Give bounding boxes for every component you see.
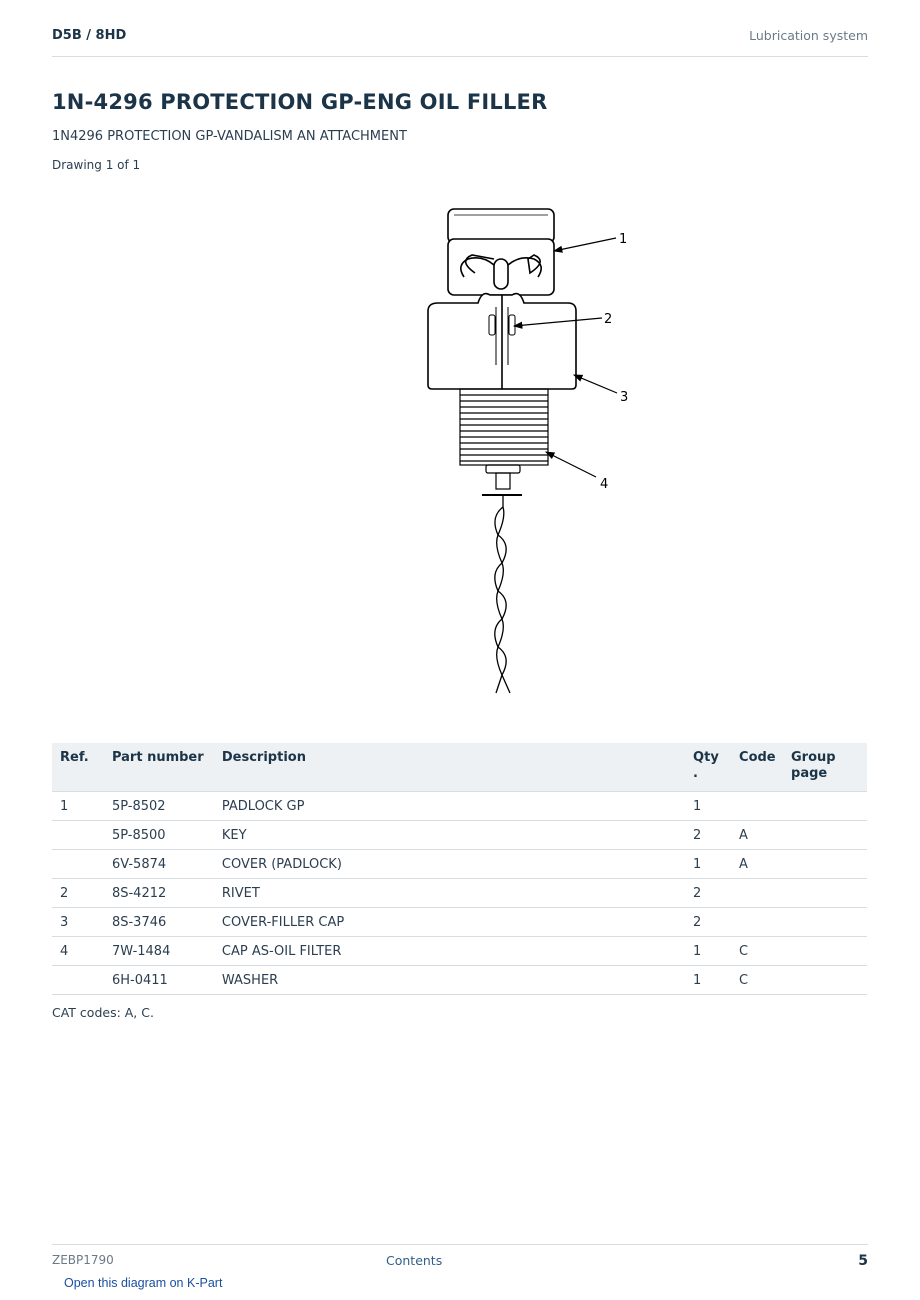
callout-3: 3 xyxy=(620,390,629,405)
table-row xyxy=(52,850,867,879)
padlock-drawing xyxy=(448,209,554,295)
cell-ref: 1 xyxy=(52,792,104,821)
cell-part-number: 6H-0411 xyxy=(104,966,214,995)
cell-part-number: 5P-8500 xyxy=(104,821,214,850)
document-id: ZEBP1790 xyxy=(52,1253,114,1267)
cell-description: KEY xyxy=(214,821,685,850)
col-group-page: Group page xyxy=(783,743,867,792)
page-subtitle: 1N4296 PROTECTION GP-VANDALISM AN ATTACHMENT xyxy=(52,129,407,144)
cell-group-page xyxy=(783,908,867,937)
model-label: D5B / 8HD xyxy=(52,28,127,43)
table-header-row xyxy=(52,743,867,792)
cell-description: WASHER xyxy=(214,966,685,995)
cell-group-page xyxy=(783,850,867,879)
cell-group-page xyxy=(783,879,867,908)
cell-part-number: 5P-8502 xyxy=(104,792,214,821)
cell-qty: 2 xyxy=(685,879,731,908)
cell-part-number: 6V-5874 xyxy=(104,850,214,879)
drawing-count: Drawing 1 of 1 xyxy=(52,158,141,172)
table-row xyxy=(52,879,867,908)
table-row xyxy=(52,821,867,850)
cell-code: A xyxy=(731,821,783,850)
cell-part-number: 8S-4212 xyxy=(104,879,214,908)
cell-description: CAP AS-OIL FILTER xyxy=(214,937,685,966)
table-row xyxy=(52,908,867,937)
cell-qty: 1 xyxy=(685,966,731,995)
cell-description: PADLOCK GP xyxy=(214,792,685,821)
callout-2: 2 xyxy=(604,312,613,327)
cell-group-page xyxy=(783,937,867,966)
kpart-link[interactable]: Open this diagram on K-Part xyxy=(64,1276,223,1290)
col-code: Code xyxy=(731,743,783,792)
cell-code: A xyxy=(731,850,783,879)
cell-group-page xyxy=(783,966,867,995)
page-footer xyxy=(52,1244,868,1275)
callout-4: 4 xyxy=(600,477,609,492)
cell-description: COVER (PADLOCK) xyxy=(214,850,685,879)
table-row xyxy=(52,966,867,995)
callout-1: 1 xyxy=(619,232,628,247)
col-ref: Ref. xyxy=(52,743,104,792)
cell-description: COVER-FILLER CAP xyxy=(214,908,685,937)
cell-ref xyxy=(52,966,104,995)
cell-code xyxy=(731,908,783,937)
col-part-number: Part number xyxy=(104,743,214,792)
cat-codes-note: CAT codes: A, C. xyxy=(52,1005,154,1020)
cell-description: RIVET xyxy=(214,879,685,908)
cell-code xyxy=(731,879,783,908)
cell-ref: 4 xyxy=(52,937,104,966)
cell-ref xyxy=(52,850,104,879)
page-number: 5 xyxy=(858,1253,868,1269)
chain-drawing xyxy=(495,495,510,693)
table-row xyxy=(52,937,867,966)
parts-diagram xyxy=(250,195,670,705)
threaded-cap-drawing xyxy=(460,389,548,495)
cell-code: C xyxy=(731,966,783,995)
cell-code xyxy=(731,792,783,821)
cell-qty: 1 xyxy=(685,850,731,879)
table-row xyxy=(52,792,867,821)
page-header xyxy=(52,28,868,57)
cell-group-page xyxy=(783,792,867,821)
cell-ref: 3 xyxy=(52,908,104,937)
cell-qty: 1 xyxy=(685,937,731,966)
cell-qty: 2 xyxy=(685,821,731,850)
cell-part-number: 7W-1484 xyxy=(104,937,214,966)
cell-ref xyxy=(52,821,104,850)
cover-drawing xyxy=(428,294,576,389)
cell-part-number: 8S-3746 xyxy=(104,908,214,937)
contents-link[interactable]: Contents xyxy=(386,1253,443,1268)
cell-ref: 2 xyxy=(52,879,104,908)
page-title: 1N-4296 PROTECTION GP-ENG OIL FILLER xyxy=(52,90,548,114)
section-label: Lubrication system xyxy=(749,28,868,43)
cell-group-page xyxy=(783,821,867,850)
parts-table xyxy=(52,743,867,995)
col-qty: Qty . xyxy=(685,743,731,792)
cell-code: C xyxy=(731,937,783,966)
cell-qty: 1 xyxy=(685,792,731,821)
cell-qty: 2 xyxy=(685,908,731,937)
col-description: Description xyxy=(214,743,685,792)
